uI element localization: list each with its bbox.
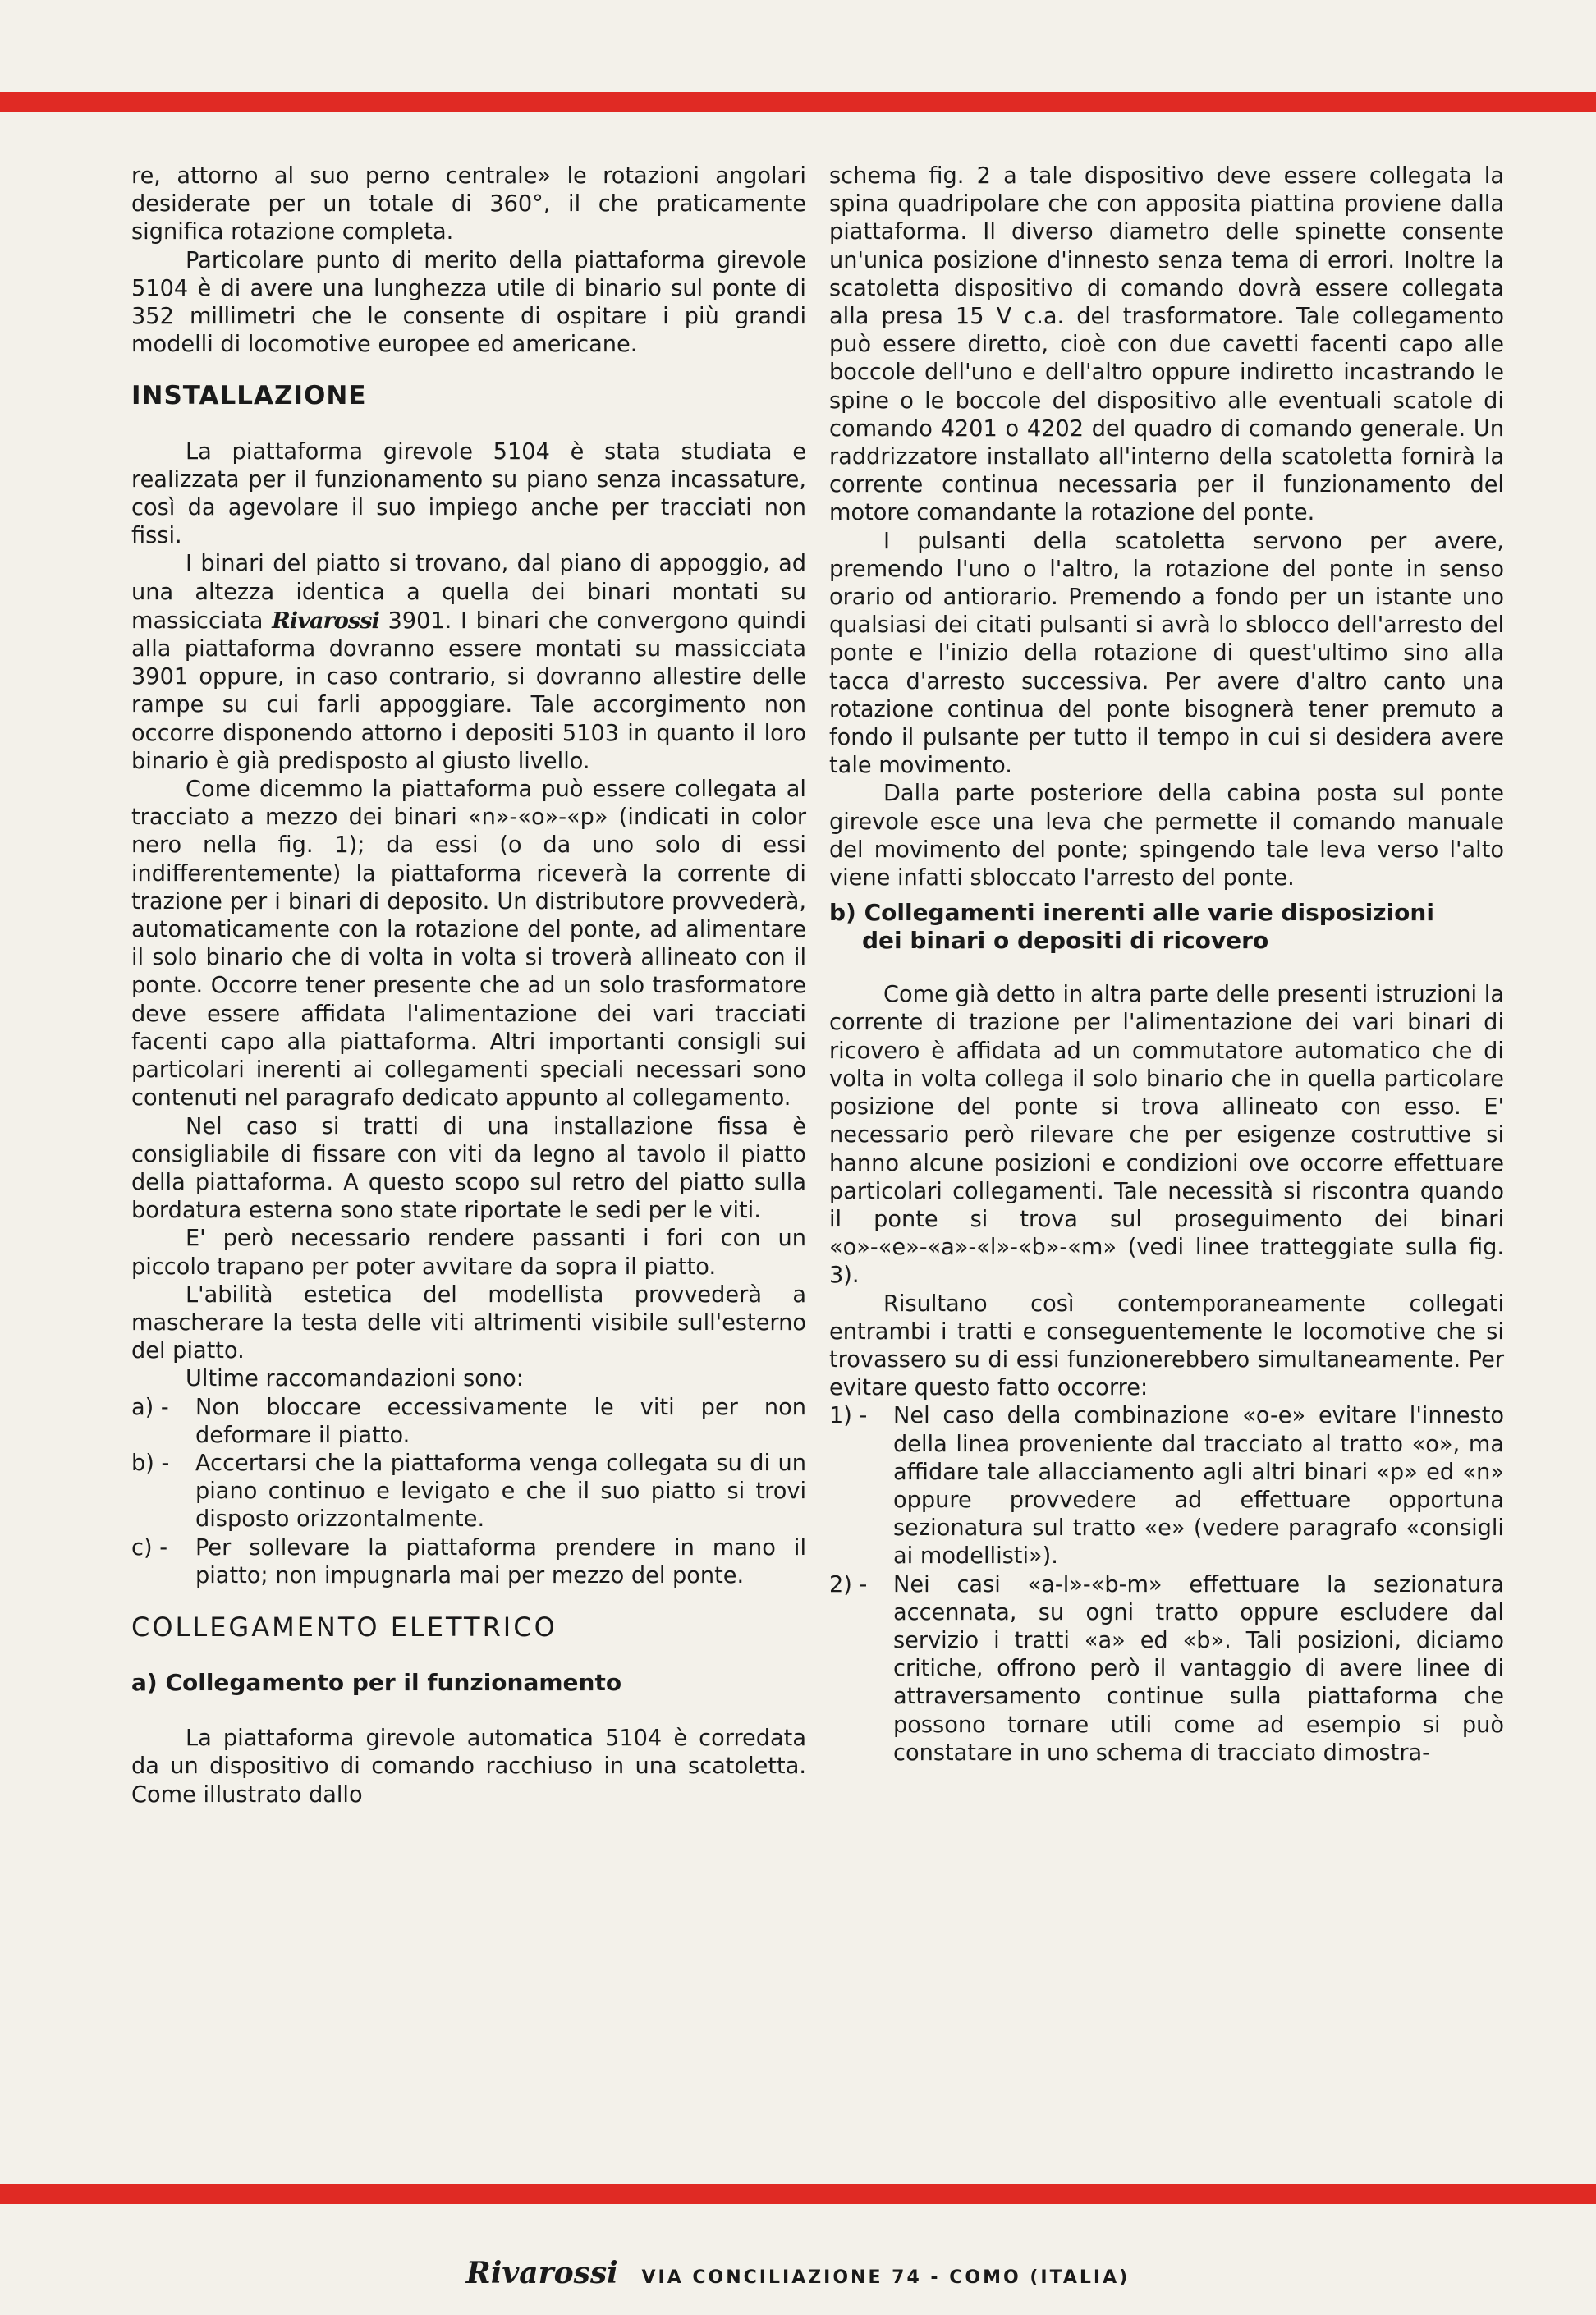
paragraph-elec-1: La piattaforma girevole automatica 5104 è corredata da un dispositivo di comando racchiuso in una scatoletta. Come illustrato dallo <box>131 1726 806 1808</box>
list-item <box>131 1534 806 1590</box>
list-marker: c) - <box>131 1534 168 1561</box>
paragraph-merit: Particolare punto di merito della piattaforma girevole 5104 è di avere una lunghezza utile di binario sul ponte di 352 millimetri che le consente di ospitare i più grandi modelli di locomotive europee ed americane. <box>131 247 806 358</box>
list-item <box>131 1450 806 1534</box>
paragraph-continued: schema fig. 2 a tale dispositivo deve essere collegata la spina quadripolare che con apposita piattina proviene dalla piattaforma. Il diverso diametro delle spinette consente un'unica posizione d'innesto senza tema di errori. Inoltre la scatoletta dispositivo di comando dovrà essere collegata alla presa 15 V c.a. del trasformatore. Tale collegamento può essere diretto, cioè con due cavetti facenti capo alle boccole dell'uno e dell'altro oppure indiretto incastrando le spine o le boccole del dispositivo alle eventuali scatole di comando 4201 o 4202 del quadro di comando generale. Un raddrizzatore installato all'interno della scatoletta fornirà la corrente continua necessaria per il funzionamento del motore comandante la rotazione del ponte. <box>829 163 1504 526</box>
bottom-red-band <box>0 2184 1596 2204</box>
footer <box>0 2256 1596 2290</box>
list-text: Per sollevare la piattaforma prendere in mano il piatto; non impugnarla mai per mezzo del ponte. <box>195 1534 806 1588</box>
subheading-a: a) Collegamento per il funzionamento <box>131 1669 622 1697</box>
right-column <box>829 163 1504 1767</box>
subheading-b-line2: dei binari o depositi di ricovero <box>862 927 1269 955</box>
paragraph-b-1: Come già detto in altra parte delle presenti istruzioni la corrente di trazione per l'alimentazione dei vari binari di ricovero è affidata ad un commutatore automatico che di volta in volta collega il solo binario che in quella particolare posizione del ponte si trova allineato con esso. E' necessario però rilevare che per esigenze costruttive si hanno alcune posizioni e condizioni ove occorre effettuare particolari collegamenti. Tale necessità si riscontra quando il ponte si trova sul proseguimento dei binari «o»-«e»-«a»-«l»-«b»-«m» (vedi linee tratteggiate sulla fig. 3). <box>829 982 1504 1289</box>
recommendations-intro: Ultime raccomandazioni sono: <box>186 1366 524 1392</box>
heading-installazione: INSTALLAZIONE <box>131 381 367 411</box>
list-text: Nei casi «a-l»-«b-m» effettuare la sezionatura accennata, su ogni tratto oppure escludere dal servizio i tratti «a» ed «b». Tali posizioni, diciamo critiche, offrono però il vantaggio di avere linee di attraversamento continue sulla piattaforma che possono tornare utili come ad esempio si può constatare in uno schema di tracciato dimostra- <box>893 1571 1504 1766</box>
paragraph-install-2-end: 3901. I binari che convergono quindi alla piattaforma dovranno essere montati su massicciata 3901 oppure, in caso contrario, si dovranno allestire delle rampe su cui farli appoggiare. Tale accorgimento non occorre disponendo attorno i depositi 5103 in quanto il loro binario è già predisposto al giusto livello. <box>131 607 806 774</box>
paragraph-install-2 <box>131 550 806 776</box>
list-item <box>131 1394 806 1450</box>
paragraph-b-2: Risultano così contemporaneamente collegati entrambi i tratti e conseguentemente le locomotive che si trovassero su di essi funzionerebbero simultaneamente. Per evitare questo fatto occorre: <box>829 1290 1504 1401</box>
left-column <box>131 163 806 1809</box>
paragraph-buttons: I pulsanti della scatoletta servono per avere, premendo l'uno o l'altro, la rotazione del ponte in senso orario od antiorario. Premendo a fondo per un istante uno qualsiasi dei citati pulsanti si avrà lo sblocco dell'arresto del ponte e l'inizio della rotazione di quest'ultimo sino alla tacca d'arresto successiva. Per avere d'altro canto una rotazione continua del ponte bisognerà tener premuto a fondo il pulsante per tutto il tempo in cui si desidera avere tale movimento. <box>829 528 1504 779</box>
list-marker: 1) - <box>829 1403 868 1429</box>
list-marker: 2) - <box>829 1571 868 1598</box>
subheading-b-line1: b) Collegamenti inerenti alle varie disposizioni <box>829 899 1434 927</box>
heading-collegamento-elettrico: COLLEGAMENTO ELETTRICO <box>131 1611 557 1643</box>
subheading-b <box>829 899 1504 955</box>
paragraph-install-3: Come dicemmo la piattaforma può essere collegata al tracciato a mezzo dei binari «n»-«o»-«p» (indicati in color nero nella fig. 1); da essi (o da uno solo di essi indifferentemente) la piattaforma riceverà la corrente di trazione per i binari di deposito. Un distributore provvederà, automaticamente con la rotazione del ponte, ad alimentare il solo binario che di volta in volta si troverà allineato con il ponte. Occorre tener presente che ad un solo trasformatore deve essere affidata l'alimentazione dei vari tracciati facenti capo alla piattaforma. Altri importanti consigli sui particolari inerenti ai collegamenti speciali necessari sono contenuti nel paragrafo dedicato appunto al collegamento. <box>131 777 806 1112</box>
list-text: Nel caso della combinazione «o-e» evitare l'innesto della linea proveniente dal tracciato al tratto «o», ma affidare tale allacciamento agli altri binari «p» ed «n» oppure provvedere ad effettuare opportuna sezionatura sul tratto «e» (vedere paragrafo «consigli ai modellisti»). <box>893 1403 1504 1570</box>
recommendations-list <box>131 1394 806 1590</box>
paragraph-install-5: E' però necessario rendere passanti i fori con un piccolo trapano per poter avvitare da sopra il piatto. <box>131 1226 806 1280</box>
top-red-band <box>0 92 1596 112</box>
footer-address: VIA CONCILIAZIONE 74 - COMO (ITALIA) <box>641 2267 1130 2288</box>
list-item <box>829 1571 1504 1767</box>
list-marker: b) - <box>131 1450 170 1476</box>
paragraph-install-4: Nel caso si tratti di una installazione fissa è consigliabile di fissare con viti da legno al tavolo il piatto della piattaforma. A questo scopo sul retro del piatto sulla bordatura esterna sono state riportate le sedi per le viti. <box>131 1113 806 1224</box>
paragraph-intro: re, attorno al suo perno centrale» le rotazioni angolari desiderate per un totale di 360°, il che praticamente significa rotazione completa. <box>131 163 806 245</box>
rivarossi-logo-inline: Rivarossi <box>272 607 379 634</box>
rivarossi-logo: Rivarossi <box>466 2256 618 2290</box>
numbered-list <box>829 1402 1504 1767</box>
paragraph-lever: Dalla parte posteriore della cabina posta sul ponte girevole esce una leva che permette il comando manuale del movimento del ponte; spingendo tale leva verso l'alto viene infatti sbloccato l'arresto del ponte. <box>829 781 1504 892</box>
list-text: Non bloccare eccessivamente le viti per non deformare il piatto. <box>195 1394 806 1448</box>
paragraph-install-6: L'abilità estetica del modellista provvederà a mascherare la testa delle viti altrimenti visibile sull'esterno del piatto. <box>131 1281 806 1364</box>
list-item <box>829 1402 1504 1570</box>
paragraph-install-2-start: I binari del piatto si trovano, dal piano di appoggio, ad una altezza identica a quella dei binari montati su massicciata <box>131 551 806 634</box>
list-text: Accertarsi che la piattaforma venga collegata su di un piano continuo e levigato e che il suo piatto si trovi disposto orizzontalmente. <box>195 1450 806 1533</box>
paragraph-install-1: La piattaforma girevole 5104 è stata studiata e realizzata per il funzionamento su piano senza incassature, così da agevolare il suo impiego anche per tracciati non fissi. <box>131 438 806 549</box>
list-marker: a) - <box>131 1394 169 1420</box>
